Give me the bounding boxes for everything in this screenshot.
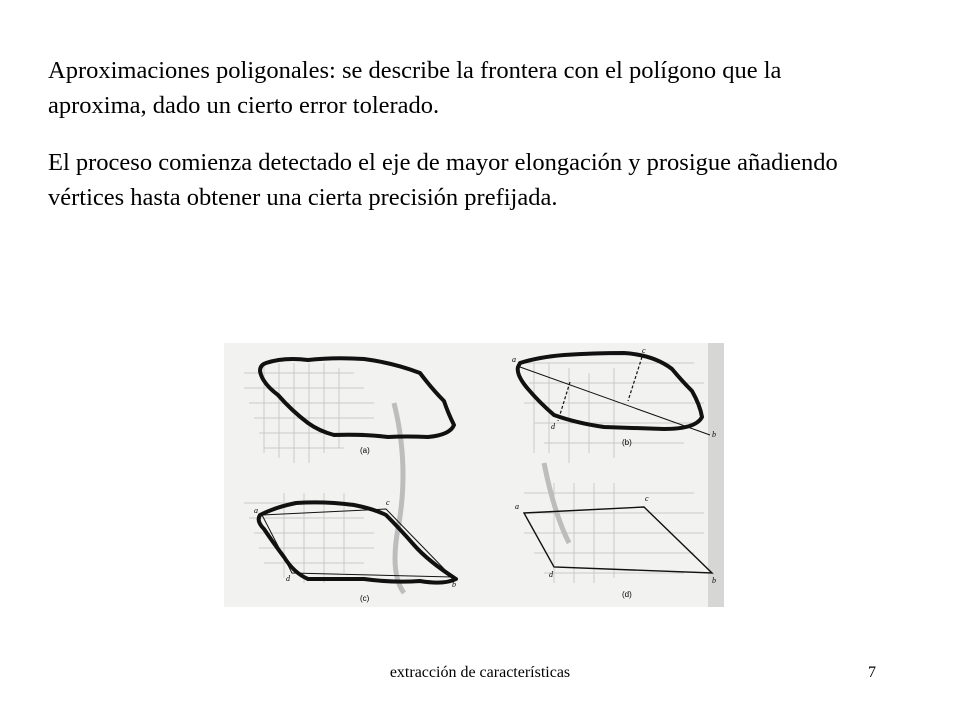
panel-b-label: (b) (622, 438, 632, 447)
panel-b-boundary (518, 353, 702, 429)
panel-b-vertex-c: c (642, 346, 646, 355)
panel-b-vertex-d: d (551, 422, 555, 431)
paragraph-process: El proceso comienza detectado el eje de mayor elongación y prosigue añadiendo vértices hasta obtener una cierta precisión prefijada. (48, 149, 838, 211)
panel-d-vertex-a: a (515, 502, 519, 511)
panel-c-vertex-b: b (452, 580, 456, 589)
panel-b-vertex-b: b (712, 430, 716, 439)
panel-a-boundary (260, 358, 454, 437)
panel-a-label: (a) (360, 446, 370, 455)
paragraph-intro: Aproximaciones poligonales: se describe la frontera con el polígono que la aproxima, dado un cierto error tolerado. (48, 57, 782, 119)
panel-c-boundary (259, 502, 456, 582)
page-edge-shadow (708, 343, 724, 607)
panel-b-distance-c (628, 357, 642, 401)
panel-c-vertex-d: d (286, 574, 290, 583)
panel-d-vertex-d: d (549, 570, 553, 579)
panel-d-label: (d) (622, 590, 632, 599)
panel-c-label: (c) (360, 594, 370, 603)
panel-d-vertex-b: b (712, 576, 716, 585)
polygonal-approximation-figure (224, 343, 724, 607)
panel-c-vertex-a: a (254, 506, 258, 515)
footer-title: extracción de características (389, 664, 571, 681)
panel-d-vertex-c: c (645, 494, 649, 503)
page-number: 7 (868, 664, 876, 681)
panel-b-vertex-a: a (512, 355, 516, 364)
panel-c-vertex-c: c (386, 498, 390, 507)
panel-d-polygon (524, 507, 712, 573)
background-grid (244, 363, 704, 593)
